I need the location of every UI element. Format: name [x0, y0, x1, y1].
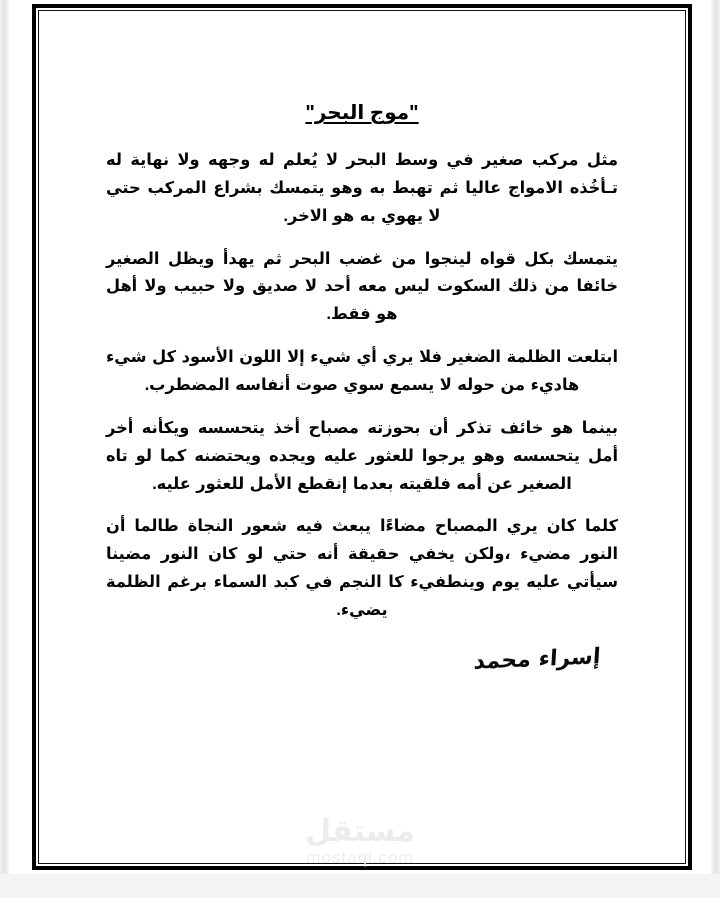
paragraph-1: مثل مركب صغير في وسط البحر لا يُعلم له وجهه ولا نهاية له تـأخُذه الامواج عاليا ثم تهبط به وهو يتمسك بشراع المركب حتي لا يهوي به هو الاخر.: [106, 151, 618, 225]
viewer-right-scrollbar-strip[interactable]: [711, 0, 720, 898]
document-page: [9, 0, 711, 874]
page-border-frame: [32, 4, 692, 870]
document-body: [36, 8, 688, 866]
watermark-domain: mostaqi.com: [306, 847, 414, 867]
viewer-bottom-band: [0, 873, 720, 898]
paragraph-5: كلما كان يري المصباح مضاءًا يبعث فيه شعور النجاة طالما أن النور مضيء ،ولكن يخفي حقيقة أنه حتي لو كان النور مضينا سيأتي عليه يوم وينطفيء كا النجم في كبد السماء برغم الظلمة يضيء.: [106, 517, 618, 620]
paragraph-2: يتمسك بكل قواه لينجوا من غضب البحر ثم يهدأ ويظل الصغير خائفا من ذلك السكوت ليس معه أحد لا صديق ولا حبيب ولا أهل هو فقط.: [106, 249, 618, 324]
paragraph-4: بينما هو خائف تذكر أن بحوزته مصباح أخذ يتحسسه ويكأنه أخر أمل يتحسسه وهو يرجوا للعثور عليه ويجده ويحتضنه كما لو تاه الصغير عن أمه فلقيته بعدما إنقطع الأمل للعثور عليه.: [106, 418, 618, 493]
watermark-arabic-logo: مستقل: [305, 813, 415, 849]
paragraph-3: ابتلعت الظلمة الضغير فلا يري أي شيء إلا اللون الأسود كل شيء هاديء من حوله لا يسمع سوي صوت أنفاسه المضطرب.: [106, 348, 618, 395]
viewer-left-scrollbar-strip[interactable]: [0, 0, 9, 898]
signature-block: [106, 644, 618, 675]
page-title-text: "موج البحر": [305, 102, 419, 124]
page-title: [106, 100, 618, 125]
author-signature: إسراء محمد: [472, 644, 601, 675]
